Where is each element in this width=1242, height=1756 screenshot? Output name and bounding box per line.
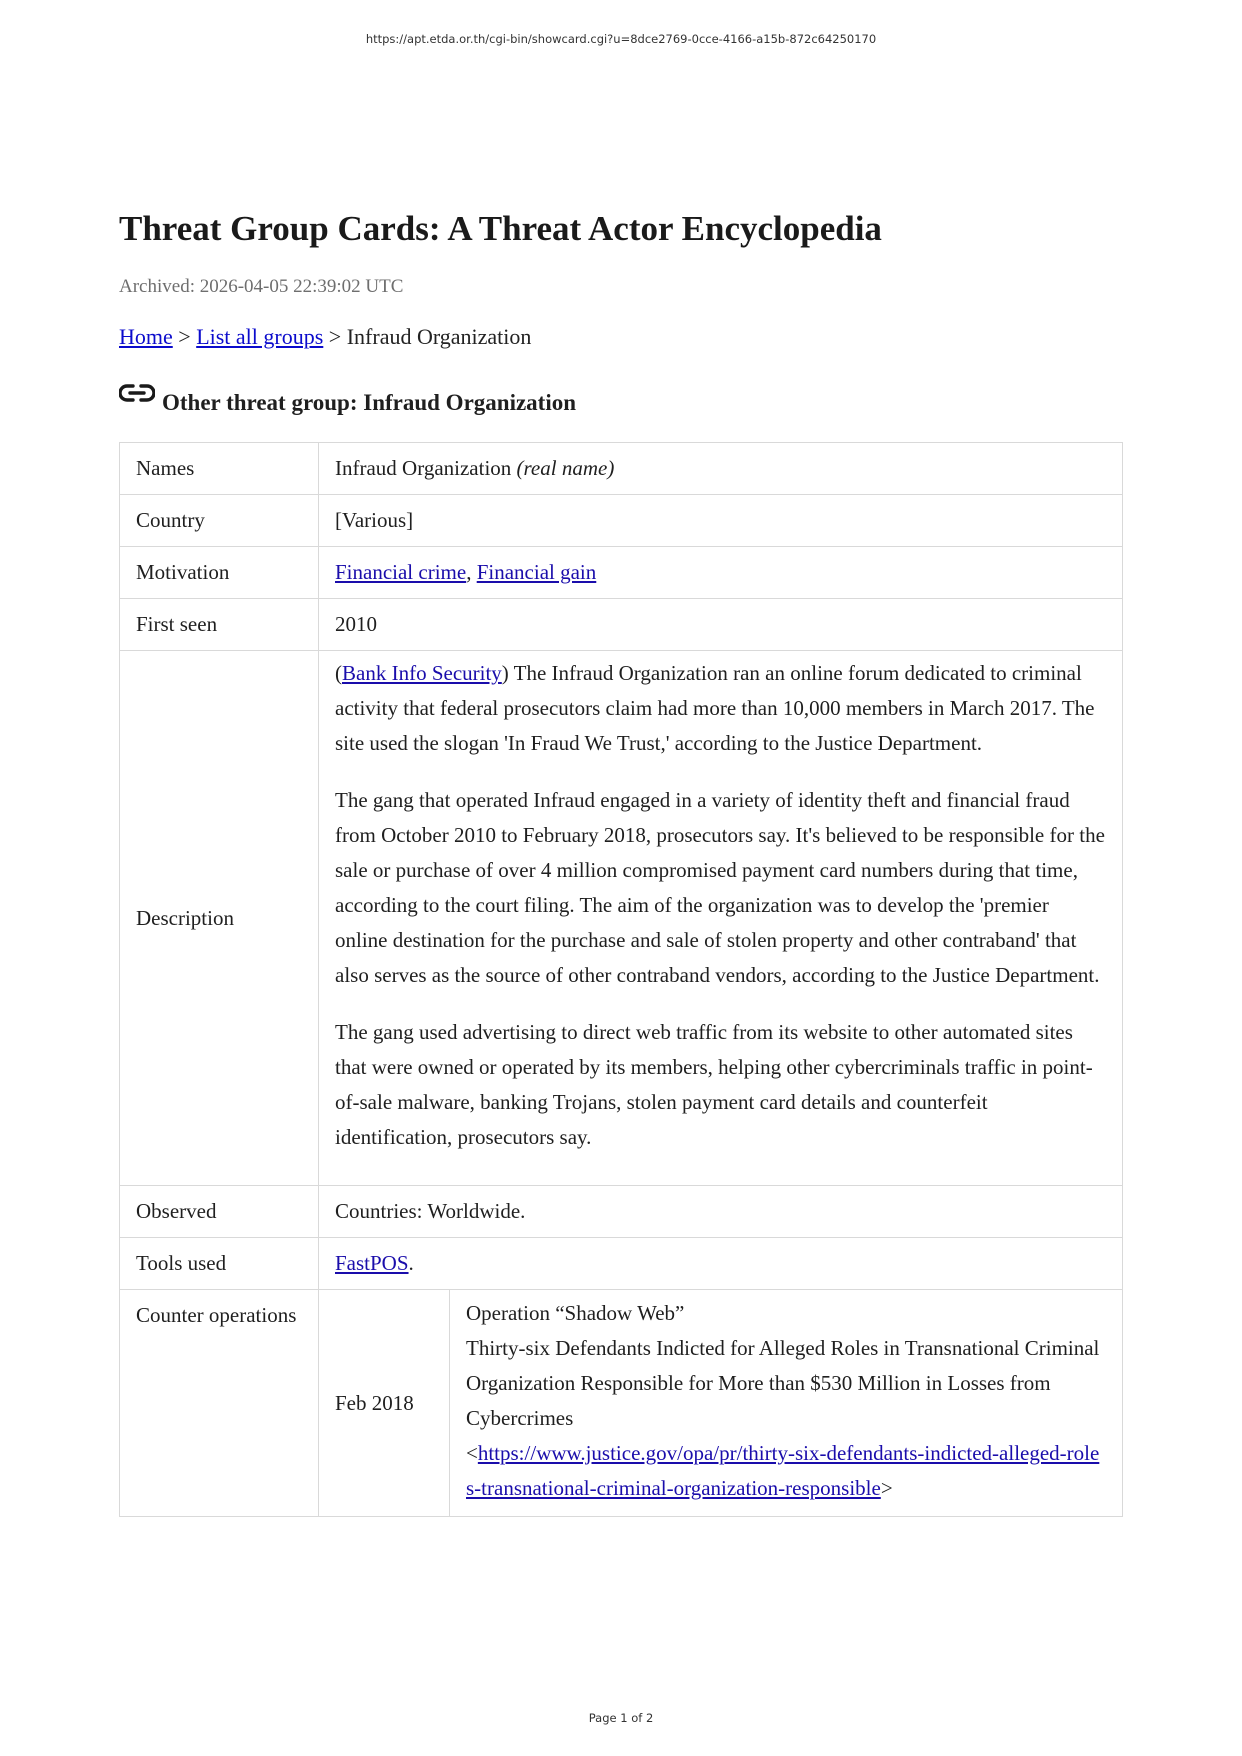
operation-source: [466, 1436, 1106, 1506]
breadcrumb-home-link[interactable]: Home: [119, 324, 173, 349]
table-row: [120, 599, 1123, 651]
operation-name: Operation “Shadow Web”: [466, 1301, 685, 1325]
description-paragraph-1-text: ) The Infraud Organization ran an online forum dedicated to criminal activity that federal prosecutors claim had more than 10,000 members in March 2017. The site used the slogan 'In Fraud We Trust,' according to the Justice Department.: [335, 661, 1095, 755]
counter-operations-table: [319, 1290, 1122, 1516]
description-paragraph-2: The gang that operated Infraud engaged in a variety of identity theft and financial fraud from October 2010 to February 2018, prosecutors say. It's believed to be responsible for the sale or purchase of over 4 million compromised payment card numbers during that time, according to the court filing. The aim of the organization was to develop the 'premier online destination for the purchase and sale of stolen property and other contraband' that also serves as the source of other contraband vendors, according to the Justice Department.: [335, 788, 1105, 987]
description-value: [319, 651, 1123, 1186]
names-note: (real name): [516, 456, 615, 480]
url-close-bracket: >: [880, 1476, 893, 1500]
motivation-label: Motivation: [120, 547, 319, 599]
page-title: Threat Group Cards: A Threat Actor Encyclopedia: [119, 209, 882, 248]
table-row: [120, 495, 1123, 547]
description-paren: (: [335, 661, 342, 685]
table-row: [319, 1290, 1122, 1516]
table-row: [120, 1238, 1123, 1290]
main-content: [119, 208, 1123, 1517]
description-label: Description: [120, 651, 319, 1186]
bank-info-security-link[interactable]: Bank Info Security: [342, 661, 502, 685]
print-url-header: https://apt.etda.or.th/cgi-bin/showcard.cgi?u=8dce2769-0cce-4166-a15b-872c64250170: [365, 32, 877, 46]
breadcrumb-separator: >: [172, 324, 197, 349]
breadcrumb-current: Infraud Organization: [346, 324, 532, 349]
operation-date: Feb 2018: [319, 1290, 450, 1516]
justice-gov-link[interactable]: https://www.justice.gov/opa/pr/thirty-six-defendants-indicted-alleged-roles-transnational-criminal-organization-responsible: [466, 1441, 1100, 1500]
financial-crime-link[interactable]: Financial crime: [335, 560, 467, 584]
operation-details: [450, 1290, 1123, 1516]
group-heading-text: Other threat group: Infraud Organization: [162, 390, 577, 415]
tools-used-label: Tools used: [120, 1238, 319, 1290]
table-row: [120, 443, 1123, 495]
first-seen-label: First seen: [120, 599, 319, 651]
observed-label: Observed: [120, 1186, 319, 1238]
breadcrumb-separator: >: [323, 324, 347, 349]
threat-card-table: [119, 442, 1123, 1517]
tools-used-value: [319, 1238, 1123, 1290]
breadcrumb-list-groups-link[interactable]: List all groups: [196, 324, 324, 349]
names-value: [319, 443, 1123, 495]
operation-description: Thirty-six Defendants Indicted for Alleged Roles in Transnational Criminal Organization Responsible for More than $530 Million in Losses from Cybercrimes: [466, 1336, 1100, 1430]
table-row: [120, 547, 1123, 599]
fastpos-link[interactable]: FastPOS: [335, 1251, 409, 1275]
description-paragraph-1: [335, 656, 1106, 761]
group-heading: [119, 384, 1123, 416]
page-bottom-margin: [0, 1640, 1242, 1700]
counter-operations-label: Counter operations: [120, 1290, 319, 1517]
page-number: Page 1 of 2: [588, 1711, 654, 1725]
motivation-separator: ,: [466, 560, 477, 584]
motivation-value: [319, 547, 1123, 599]
first-seen-value: 2010: [319, 599, 1123, 651]
names-text: Infraud Organization: [335, 456, 512, 480]
archived-timestamp: Archived: 2026-04-05 22:39:02 UTC: [119, 276, 404, 297]
tools-suffix: .: [408, 1251, 414, 1275]
description-paragraph-3: The gang used advertising to direct web traffic from its website to other automated sites that were owned or operated by its members, helping other cybercriminals traffic in point-of-sale malware, banking Trojans, stolen payment card details and counterfeit identification, prosecutors say.: [335, 1020, 1093, 1149]
breadcrumb: [119, 324, 1123, 350]
financial-gain-link[interactable]: Financial gain: [476, 560, 597, 584]
link-icon[interactable]: [119, 380, 155, 406]
url-open-bracket: <: [466, 1441, 478, 1465]
names-label: Names: [120, 443, 319, 495]
observed-value: Countries: Worldwide.: [319, 1186, 1123, 1238]
table-row: [120, 1290, 1123, 1517]
country-label: Country: [120, 495, 319, 547]
counter-operations-value: [319, 1290, 1123, 1517]
table-row: [120, 1186, 1123, 1238]
country-value: [Various]: [319, 495, 1123, 547]
table-row: [120, 651, 1123, 1186]
